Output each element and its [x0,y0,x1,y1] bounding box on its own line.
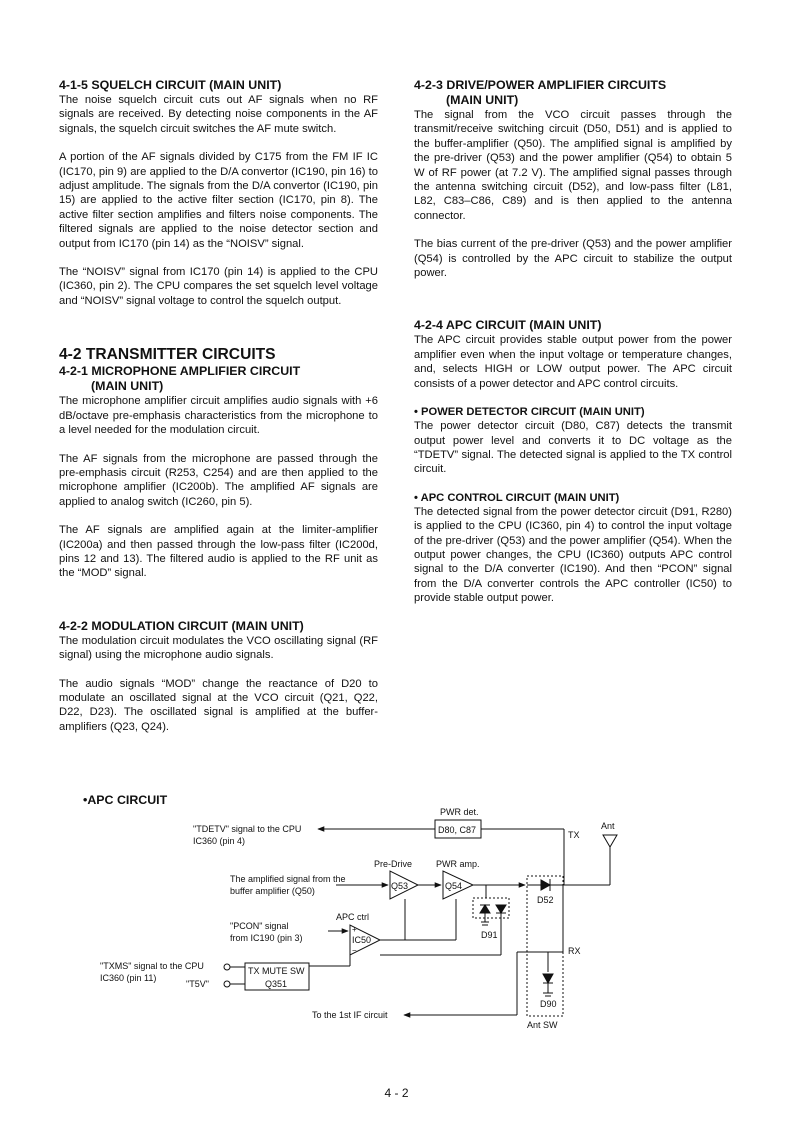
heading-microphone-amplifier-line1: 4-2-1 MICROPHONE AMPLIFIER CIRCUIT [59,364,301,379]
antenna-icon [603,835,617,847]
apc-ctrl-label: APC ctrl [336,912,370,922]
heading-modulation-circuit: 4-2-2 MODULATION CIRCUIT (MAIN UNIT) [59,618,304,633]
tx-label: TX [568,830,580,840]
drive-paragraph-1: The signal from the VCO circuit passes through the transmit/receive switching circuit (D50, D51) and is applied to the buffer-amplifier (Q50). The amplified signal is amplified by the pre-driver (Q53) and the power amplifier (Q54) to obtain 5 W of RF power (at 7.2 V). The amplified signal passes through the antenna switching circuit (D52), and low-pass filter (L81, L82, C83–C86, C89) and is then applied to the antenna connector. [414,109,732,222]
d91-diode-b [496,905,506,913]
svg-text:+: + [352,925,357,934]
squelch-paragraph-1: The noise squelch circuit cuts out AF signals when no RF signals are received. By detecting noise components in the AF signals, the squelch circuit switches the AF mute switch. [59,94,378,135]
microphone-paragraph-3: The AF signals are amplified again at the limiter-amplifier (IC200a) and then passed through the low-pass filter (IC200d, pins 12 and 13). The filtered audio is applied to the RF unit as the “MOD” signal. [59,524,378,580]
modulation-paragraph-1: The modulation circuit modulates the VCO oscillating signal (RF signal) using the microphone audio signals. [59,634,378,662]
amp-signal-label-1: The amplified signal from the [230,874,346,884]
heading-squelch-circuit: 4-1-5 SQUELCH CIRCUIT (MAIN UNIT) [59,78,282,92]
heading-transmitter-circuits: 4-2 TRANSMITTER CIRCUITS [59,346,276,364]
heading-drive-power-amplifier-line1: 4-2-3 DRIVE/POWER AMPLIFIER CIRCUITS [414,78,667,92]
q53-label: Q53 [391,881,409,891]
d52-label: D52 [537,895,554,905]
txms-label-1: "TXMS" signal to the CPU [100,961,204,971]
microphone-paragraph-2: The AF signals from the microphone are passed through the pre-emphasis circuit (R253, C254) and are then applied to the microphone amplifier (IC200b). The amplified AF signals are applied to analog switch (IC260, pin 5). [59,452,378,508]
heading-microphone-amplifier-line2: (MAIN UNIT) [91,379,164,394]
d52-diode [541,880,550,890]
heading-apc-circuit: 4-2-4 APC CIRCUIT (MAIN UNIT) [414,318,602,333]
power-detector-paragraph: The power detector circuit (D80, C87) detects the transmit output power level and converts it to DC voltage as the “TDETV” signal. The detected signal is applied to the TX control circuit. [414,420,732,476]
modulation-paragraph-2: The audio signals “MOD” change the reactance of D20 to modulate an oscillated signal at the VCO circuit (Q21, Q22, D22, D23). The oscillated signal is amplified at the buffer-amplifiers (Q23, Q24). [59,677,378,733]
microphone-paragraph-1: The microphone amplifier circuit amplifies audio signals with +6 dB/octave pre-emphasis characteristics from the microphone to a level needed for the modulation circuit. [59,395,378,437]
txms-label-2: IC360 (pin 11) [100,973,157,983]
heading-power-detector: • POWER DETECTOR CIRCUIT (MAIN UNIT) [414,406,645,419]
tdetv-label-2: IC360 (pin 4) [193,836,246,846]
heading-drive-power-amplifier-line2: (MAIN UNIT) [446,93,519,107]
t5v-terminal [224,981,230,987]
svg-text:−: − [352,946,357,955]
d90-label: D90 [540,999,557,1009]
squelch-paragraph-3: The “NOISV” signal from IC170 (pin 14) is applied to the CPU (IC360, pin 2). The CPU compares the set squelch level voltage and “NOISV” signal voltage to control the squelch output. [59,266,378,307]
diagram-title: •APC CIRCUIT [83,793,168,807]
pwr-amp-label: PWR amp. [436,859,480,869]
d91-diode-a [480,905,490,913]
first-if-label: To the 1st IF circuit [312,1010,388,1020]
tdetv-label-1: "TDETV" signal to the CPU [193,824,302,834]
q54-label: Q54 [445,881,463,891]
d90-diode [543,974,553,983]
ant-sw-label: Ant SW [527,1020,558,1030]
apc-paragraph-1: The APC circuit provides stable output power from the power amplifier even when the input voltage or temperature changes, and, selects HIGH or LOW output power. The APC circuit consists of a power detector and APC control circuits. [414,334,732,390]
tx-mute-label-2: Q351 [265,979,288,989]
drive-paragraph-2: The bias current of the pre-driver (Q53) and the power amplifier (Q54) is controlled by the APC circuit to stabilize the output power. [414,238,732,280]
d91-label: D91 [481,930,498,940]
ic50-label: IC50 [352,935,372,945]
pcon-label-2: from IC190 (pin 3) [230,933,303,943]
t5v-label: "T5V" [186,979,209,989]
rx-label: RX [568,946,581,956]
tx-mute-label-1: TX MUTE SW [248,966,305,976]
pwr-det-part: D80, C87 [438,825,477,835]
amp-signal-label-2: buffer amplifier (Q50) [230,886,315,896]
pcon-label-1: "PCON" signal [230,921,289,931]
page-number: 4 - 2 [384,1086,409,1100]
apc-control-paragraph: The detected signal from the power detector circuit (D91, R280) is applied to the CPU (IC360, pin 4) to control the input voltage of the pre-driver (Q53) and the power amplifier (Q54). When the output power changes, the CPU (IC360) outputs APC control signal to the D/A converter (IC190). And then “PCON” signal from the D/A converter controls the APC controller (IC50) to provide stable output power. [414,505,732,605]
ant-label: Ant [601,821,615,831]
txms-terminal [224,964,230,970]
heading-apc-control: • APC CONTROL CIRCUIT (MAIN UNIT) [414,491,620,504]
squelch-paragraph-2: A portion of the AF signals divided by C175 from the FM IF IC (IC170, pin 9) are applied to the D/A convertor (IC190, pin 16) to adjust amplitude. The signals from the D/A convertor (IC190, pin 15) are applied to the active filter section (IC170, pin 8). The active filter section amplifies and filters noise components. The filtered signals are applied to the noise detector section and output from IC170 (pin 14) as the “NOISV” signal. [59,151,378,250]
pre-drive-label: Pre-Drive [374,859,413,869]
pwr-det-label: PWR det. [440,807,479,817]
